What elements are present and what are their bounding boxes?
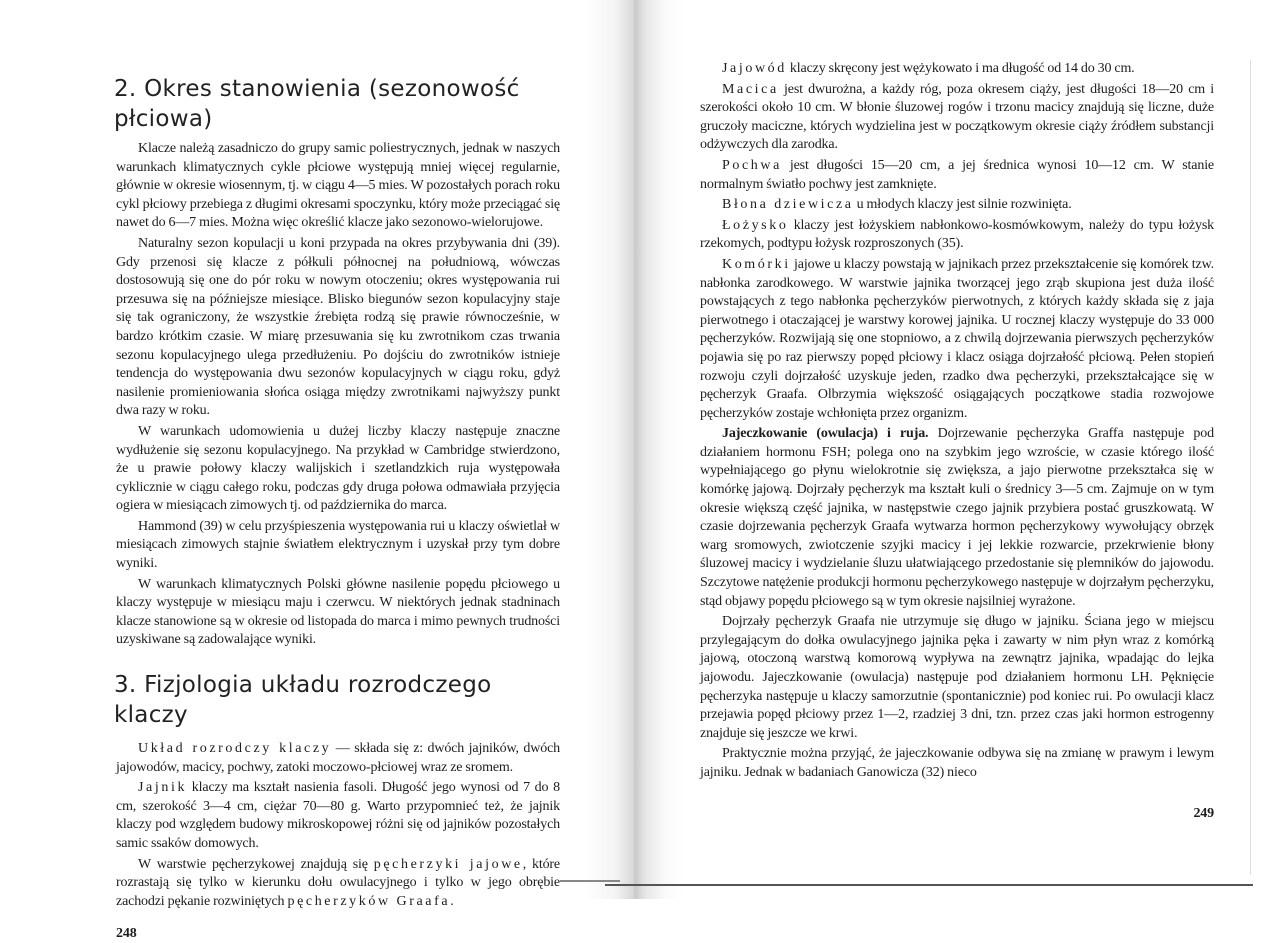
text-run: Klacze należą zasadniczo do grupy samic poliestrycznych, jednak w naszych warunkach klimatycznych cykle płciowe występują mniej więcej regularnie, głównie w okresie wiosennym, tj. w ciągu 4—5 mies. W pozostałych porach roku cykl płciowy przebiega z długimi okresami spoczynku, który może przeciągać się nawet do 6—7 mies. Można więc określić klacze jako sezonowo-wielorujowe. (116, 141, 560, 231)
text-run: Praktycznie można przyjąć, że jajeczkowanie odbywa się na zmianę w prawym i lewym jajniku. Jednak w badaniach Ganowicza (32) nieco (700, 746, 1214, 780)
spaced-term: Błona dziewicza (722, 197, 854, 213)
page-number-right: 249 (1193, 805, 1214, 821)
text-run: Hammond (39) w celu przyśpieszenia występowania rui u klaczy oświetlał w miesiącach zimowych stajnie światłem elektrycznym i uzyskał przy tym dobre wyniki. (116, 518, 560, 572)
text-run: klaczy ma kształt nasienia fasoli. Długość jego wynosi od 7 do 8 cm, szerokość 3—4 cm, ciężar 70—80 g. Warto przypomnieć też, że jajnik klaczy pod względem budowy mikroskopowej różni się od jajników pozostałych samic ssaków domowych. (116, 780, 560, 851)
text-run: W warstwie pęcherzykowej znajdują się (138, 856, 374, 872)
text-run: , które rozrastają się tylko w kierunku dołu owulacyjnego i tylko w jego obrębie zachodzi pękanie rozwiniętych (116, 856, 560, 909)
text-run: klaczy skręcony jest wężykowato i ma długość od 14 do 30 cm. (786, 61, 1135, 76)
spaced-term: pęcherzyków Graafa (287, 893, 451, 909)
page-edge-line (605, 884, 1253, 886)
right-page-body (700, 60, 1214, 783)
paragraph (116, 235, 560, 421)
text-run: jest dwurożna, a każdy róg, poza okresem ciąży, jest długości 18—20 cm i szerokości około 10 cm. W błonie śluzowej rogów i trzonu macicy znajdują się liczne, duże gruczoły maciczne, których wydzielina jest w początkowym okresie ciąży źródłem substancji odżywczych dla zarodka. (700, 81, 1214, 153)
text-run: jajowe u klaczy powstają w jajnikach przez przekształcenie się komórek tzw. nabłonka zarodkowego. W warstwie jajnika tworzącej jego zrąb skupiona jest duża ilość powstających z tego nabłonka pęcherzyków pierwotnych, z których każdy składa się z jaja pierwotnego i otaczającej je warstwy korowej jajnika. U rocznej klaczy występuje do 33 000 pęcherzyków. Rozwijają się one stopniowo, a z chwilą dojrzewania pierwszych pęcherzyków pojawia się po raz pierwszy popęd płciowy i klacz osiąga dojrzałość płciową. Pełen stopień rozwoju czyli dojrzałość uzyskuje jeden, rzadko dwa pęcherzyki, przekształcające się w pęcherzyk Graafa. Olbrzymia większość osiągających początkowe stadia rozwojowe pęcherzyków zostaje wchłonięta przez organizm. (700, 256, 1214, 421)
paragraph (700, 81, 1214, 155)
paragraph (700, 745, 1214, 782)
paragraph (700, 60, 1214, 79)
spaced-term: Jajowód (722, 61, 787, 76)
section-2-body (116, 140, 560, 650)
spaced-term: Układ rozrodczy klaczy (138, 741, 332, 757)
right-page (700, 60, 1214, 823)
paragraph (700, 256, 1214, 423)
paragraph (700, 425, 1214, 611)
section-3-body (116, 740, 560, 911)
text-run: Naturalny sezon kopulacji u koni przypada na okres przybywania dni (39). Gdy przenosi się klacze z półkuli północnej na południową, wówczas dostosowują się one do pór roku w nowym otoczeniu; okres występowania rui przesuwa się na późniejsze miesiące. Blisko biegunów sezon kopulacyjny staje się tak ograniczony, że wszystkie źrebięta rodzą się prawie równocześnie, w bardzo krótkim czasie. W miarę przesuwania się ku zwrotnikom czas trwania sezonu kopulacyjnego ulega przedłużeniu. Po dojściu do zwrotników istnieje tendencja do występowania dwu sezonów kopulacyjnych w ciągu roku, gdyż nasilenie promieniowania słońca osiąga między zwrotnikami najwyższy punkt dwa razy w roku. (116, 235, 560, 419)
text-run: Dojrzewanie pęcherzyka Graffa następuje pod działaniem hormonu FSH; polega ono na szybkim jego wzroście, w czasie którego ilość wypełniającego go płynu wielokrotnie się zwiększa, a jajo pierwotne przekształca się w komórkę jajową. Dojrzały pęcherzyk ma kształt kuli o średnicy 3—5 cm. Zajmuje on w tym okresie większą część jajnika, w następstwie czego jajnik przybiera postać gruszkowatą. W czasie dojrzewania pęcherzyk Graafa wytwarza hormon pęcherzykowy wywołujący obrzęk warg sromowych, zwiotczenie szyjki macicy i jej lekkie rozwarcie, przekrwienie błony śluzowej macicy i wydzielanie śluzu ułatwiającego przedostanie się plemników do jajowodu. Szczytowe natężenie produkcji hormonu pęcherzykowego następuje w dojrzałym pęcherzyku, stąd objawy popędu płciowego są w tym okresie najsilniej wyrażone. (700, 426, 1214, 609)
book-gutter-shadow (585, 0, 685, 899)
paragraph (700, 217, 1214, 254)
text-run: — składa się z: dwóch jajników, dwóch jajowodów, macicy, pochwy, zatoki moczowo-płciowej wraz ze sromem. (116, 741, 561, 775)
spaced-term: Macica (722, 81, 779, 97)
text-run: Dojrzały pęcherzyk Graafa nie utrzymuje się długo w jajniku. Ściana jego w miejscu przylegającym do dołka owulacyjnego jajnika pęka i zawarty w nim płyn wraz z komórką jajową, otoczoną warstwą komorową wypływa na zewnątrz jajnika, wpadając do lejka jajowodu. Jajeczkowanie (owulacja) następuje pod działaniem hormonu LH. Pęknięcie pęcherzyka następuje u klaczy samorzutnie (spontanicznie) pod koniec rui. Po owulacji klacz przejawia popęd płciowy przez 1—2, rzadziej 3 dni, tzn. przez czas jaki hormon estrogenny znajduje się jeszcze we krwi. (700, 614, 1214, 741)
section-3-heading: 3. Fizjologia układu rozrodczego klaczy (114, 672, 492, 729)
spaced-term: Komórki (722, 256, 791, 272)
section-2-heading: 2. Okres stanowienia (sezonowość płciowa) (114, 76, 520, 132)
bold-run-in-heading: Jajeczkowanie (owulacja) i ruja. (722, 426, 929, 442)
paragraph (700, 196, 1214, 215)
paragraph (700, 613, 1214, 743)
paragraph (116, 856, 560, 912)
text-run: u młodych klaczy jest silnie rozwinięta. (853, 197, 1072, 213)
spaced-term: Pochwa (722, 157, 782, 173)
paragraph (116, 140, 560, 233)
spaced-term: pęcherzyki jajowe (373, 856, 523, 872)
paragraph (116, 576, 560, 650)
left-page (116, 74, 560, 943)
text-run: jest długości 15—20 cm, a jej średnica wynosi 10—12 cm. W stanie normalnym światło pochwy jest zamknięte. (700, 157, 1214, 192)
paragraph (116, 740, 560, 777)
paragraph (700, 157, 1214, 194)
text-run: W warunkach udomowienia u dużej liczby klaczy następuje znaczne wydłużenie się sezonu kopulacyjnego. Na przykład w Cambridge stwierdzono, że u prawie połowy klaczy walijskich i szetlandzkich ruja występowała cyklicznie w ciągu całego roku, podczas gdy druga połowa odmawiała przyjęcia ogiera w miesiącach zimowych tj. od października do marca. (116, 423, 560, 514)
spaced-term: Łożysko (722, 217, 789, 233)
text-run: W warunkach klimatycznych Polski główne nasilenie popędu płciowego u klaczy występuje w miesiącu maju i czerwcu. W niektórych jednak stadninach klacze stanowione są w okresie od listopada do marca i mimo pewnych trudności uzyskiwane są zadowalające wyniki. (116, 576, 560, 648)
page-edge-line (560, 880, 620, 882)
page-number-left: 248 (116, 926, 137, 942)
text-run: klaczy jest łożyskiem nabłonkowo-kosmówkowym, należy do typu łożysk rzekomych, podtypu łożysk rozproszonych (35). (700, 217, 1214, 252)
paragraph (116, 423, 560, 516)
spaced-term: Jajnik (138, 780, 188, 796)
paragraph (116, 779, 560, 853)
page-edge-line (1250, 60, 1251, 875)
paragraph (116, 518, 560, 574)
text-run: . (450, 893, 454, 909)
